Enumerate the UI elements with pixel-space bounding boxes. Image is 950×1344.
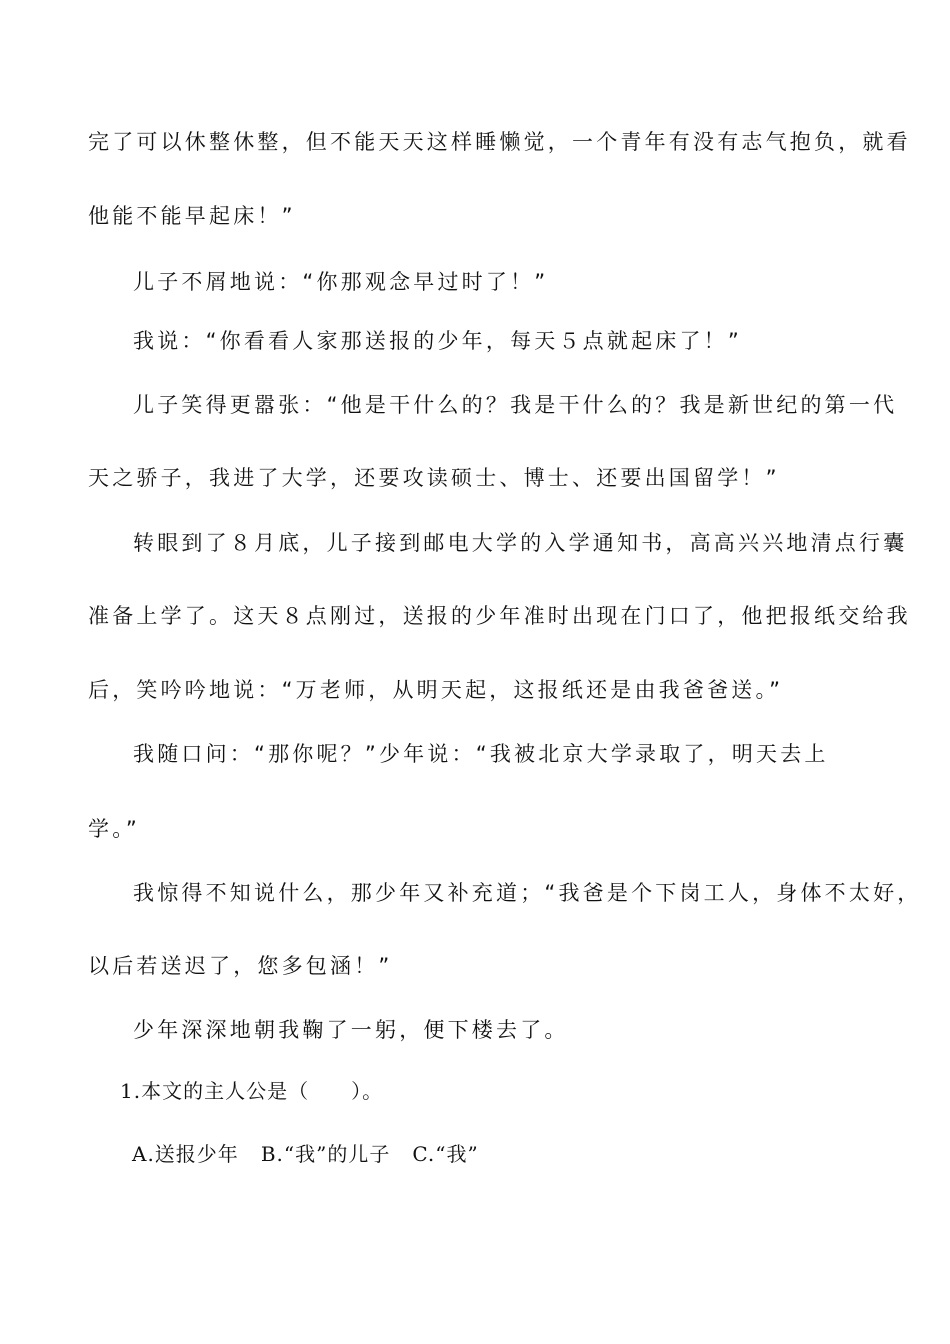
question-options bbox=[132, 1140, 479, 1168]
passage-line-6: 天之骄子，我进了大学，还要攻读硕士、博士、还要出国留学！” bbox=[88, 466, 780, 490]
passage-line-5: 儿子笑得更嚣张：“他是干什么的？我是干什么的？我是新世纪的第一代 bbox=[133, 393, 898, 417]
option-c: C.“我” bbox=[412, 1142, 479, 1166]
option-b: B.“我”的儿子 bbox=[260, 1142, 391, 1166]
passage-line-1: 完了可以休整休整，但不能天天这样睡懒觉，一个青年有没有志气抱负，就看 bbox=[88, 130, 911, 154]
passage-line-4: 我说：“你看看人家那送报的少年，每天５点就起床了！” bbox=[133, 329, 742, 353]
passage-line-11: 学。” bbox=[88, 817, 140, 841]
passage-line-9: 后，笑吟吟地说：“万老师，从明天起，这报纸还是由我爸爸送。” bbox=[88, 678, 784, 702]
option-a: A.送报少年 bbox=[132, 1142, 239, 1166]
passage-line-3: 儿子不屑地说：“你那观念早过时了！” bbox=[133, 270, 549, 294]
passage-line-13: 以后若送迟了，您多包涵！” bbox=[88, 954, 393, 978]
passage-line-14: 少年深深地朝我鞠了一躬，便下楼去了。 bbox=[133, 1018, 569, 1042]
passage-line-8: 准备上学了。这天８点刚过，送报的少年准时出现在门口了，他把报纸交给我 bbox=[88, 604, 911, 628]
passage-line-7: 转眼到了８月底，儿子接到邮电大学的入学通知书，高高兴兴地清点行囊 bbox=[133, 531, 908, 555]
question-stem: 1.本文的主人公是（ ）。 bbox=[120, 1079, 384, 1103]
passage-line-2: 他能不能早起床！” bbox=[88, 204, 296, 228]
passage-line-10: 我随口问：“那你呢？”少年说：“我被北京大学录取了，明天去上 bbox=[133, 742, 829, 766]
passage-line-12: 我惊得不知说什么，那少年又补充道；“我爸是个下岗工人，身体不太好， bbox=[133, 881, 922, 905]
